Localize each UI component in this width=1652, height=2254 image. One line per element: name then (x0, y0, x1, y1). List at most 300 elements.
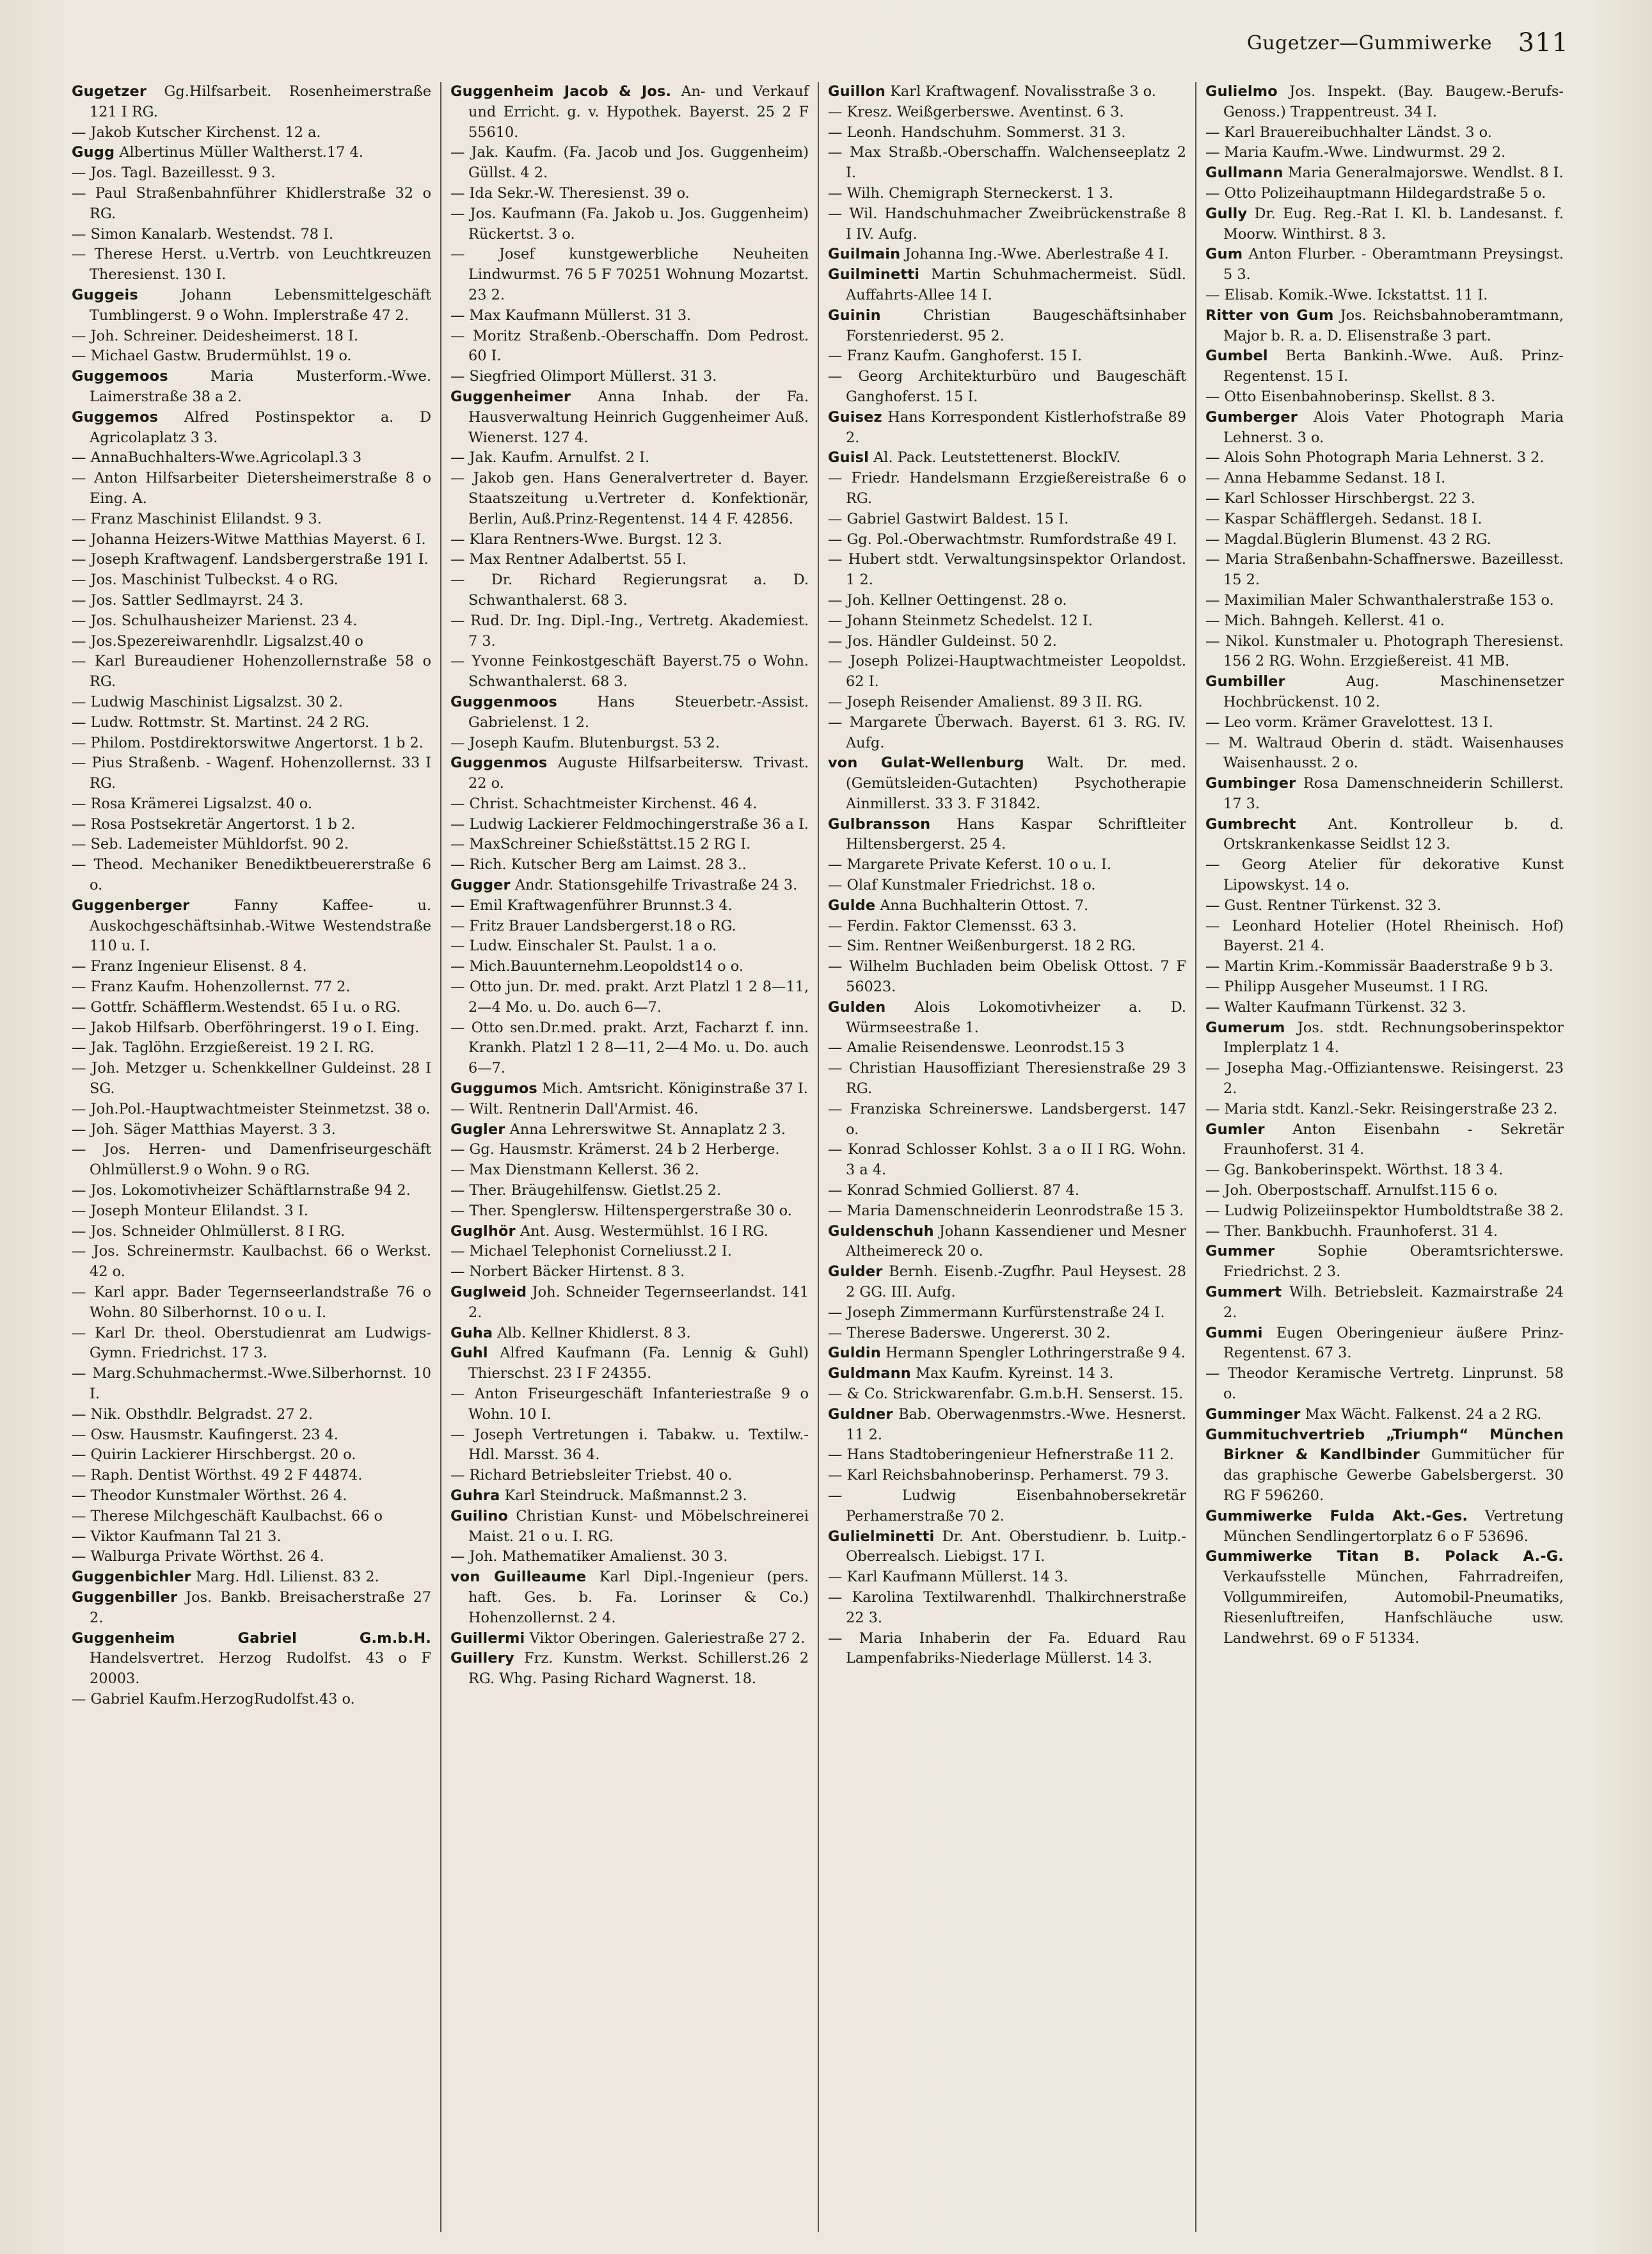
entry-text: Wilt. Rentnerin Dall'Armist. 46. (469, 1100, 699, 1117)
directory-entry (1205, 1181, 1564, 1201)
directory-entry (828, 1038, 1186, 1059)
entry-dash: — (450, 836, 470, 853)
entry-text: Gust. Rentner Türkenst. 32 3. (1224, 897, 1442, 914)
directory-entry (1205, 977, 1564, 998)
entry-dash: — (828, 1202, 847, 1219)
entry-text: Franz Ingenieur Elisenst. 8 4. (90, 958, 307, 975)
entry-dash: — (72, 1405, 91, 1423)
entry-dash: — (828, 1304, 847, 1321)
entry-text: Anton Friseurgeschäft Infanteriestraße 9 o Wohn. 10 I. (468, 1386, 809, 1423)
directory-entry (1205, 774, 1564, 815)
entry-text: Alfred Kaufmann (Fa. Lennig & Guhl) Thierschst. 23 I F 24355. (468, 1345, 809, 1382)
entry-text: Karl Dipl.-Ingenieur (pers. haft. Ges. b. Fa. Lorinser & Co.) Hohenzollernst. 2 4. (468, 1569, 809, 1626)
directory-entry (72, 1507, 431, 1527)
entry-text: Maria Musterform.-Wwe. Laimerstraße 38 a 2. (90, 368, 431, 405)
entry-text: Quirin Lackierer Hirschbergst. 20 o. (90, 1446, 356, 1464)
directory-entry (450, 1283, 809, 1323)
entry-dash: — (1205, 591, 1225, 609)
directory-entry (1205, 530, 1564, 550)
entry-dash: — (450, 307, 470, 324)
entry-dash: — (72, 1507, 91, 1524)
entry-dash: — (1205, 958, 1225, 975)
directory-entry (72, 977, 431, 998)
entry-dash: — (450, 815, 470, 833)
entry-dash: — (450, 1467, 470, 1484)
entry-dash: — (450, 1202, 470, 1219)
entry-dash: — (828, 958, 850, 975)
entry-surname: Guglweid (450, 1284, 527, 1301)
entry-text: Konrad Schmied Gollierst. 87 4. (846, 1182, 1079, 1199)
directory-entry (828, 143, 1186, 184)
entry-text: Ludw. Rottmstr. St. Martinst. 24 2 RG. (90, 714, 370, 731)
directory-entry (72, 143, 431, 163)
entry-text: Maria Generalmajorswe. Wendlst. 8 I. (1287, 164, 1564, 182)
directory-entry (72, 753, 431, 794)
directory-entry (72, 1425, 431, 1446)
directory-entry (828, 468, 1186, 509)
entry-surname: Guldenschuh (828, 1222, 934, 1240)
entry-dash: — (828, 693, 847, 710)
entry-text: Paul Straßenbahnführer Khidlerstraße 32 o RG. (90, 184, 431, 222)
directory-entry (1205, 733, 1564, 774)
entry-text: Otto Eisenbahnoberinsp. Skellst. 8 3. (1224, 388, 1495, 405)
entry-dash: — (72, 632, 91, 650)
entry-text: Ludwig Eisenbahnobersekretär Perhamerstraße 70 2. (846, 1487, 1186, 1524)
entry-text: Therese Baderswe. Ungererst. 30 2. (846, 1324, 1111, 1341)
directory-entry (72, 1140, 431, 1181)
directory-entry (828, 1527, 1186, 1568)
entry-text: Max Dienstmann Kellerst. 36 2. (469, 1162, 699, 1179)
directory-entry (1205, 1242, 1564, 1283)
entry-dash: — (1205, 612, 1225, 629)
entry-text: Wilh. Chemigraph Sterneckerst. 1 3. (846, 184, 1114, 202)
entry-dash: — (450, 205, 470, 222)
entry-text: Leonh. Handschuhm. Sommerst. 31 3. (846, 124, 1126, 141)
entry-dash: — (450, 1162, 470, 1179)
directory-entry (72, 1099, 431, 1120)
entry-dash: — (1205, 286, 1225, 303)
entry-text: Marg. Hdl. Lilienst. 83 2. (196, 1569, 379, 1586)
entry-text: Maria Inhaberin der Fa. Eduard Rau Lampenfabriks-Niederlage Müllerst. 14 3. (846, 1629, 1187, 1667)
directory-entry (828, 509, 1186, 530)
directory-entry (450, 692, 809, 733)
entry-text: Joseph Kraftwagenf. Landsbergerstraße 191 I. (90, 551, 429, 568)
entry-dash: — (72, 124, 91, 141)
entry-dash: — (828, 1588, 852, 1606)
entry-dash: — (72, 551, 91, 568)
entry-text: Josepha Mag.-Offiziantenswe. Reisingerst. 23 2. (1223, 1060, 1564, 1098)
entry-text: Jos. Schreinermstr. Kaulbachst. 66 o Werkst. 42 o. (90, 1243, 431, 1281)
entry-text: Eugen Oberingenieur äußere Prinz-Regentenst. 67 3. (1223, 1324, 1564, 1362)
entry-surname: Gum (1205, 246, 1243, 263)
entry-text: Maria Straßenbahn-Schaffnerswe. Bazeillesst. 15 2. (1223, 551, 1564, 589)
entry-dash: — (72, 856, 94, 874)
entry-text: Joh. Säger Matthias Mayerst. 3 3. (90, 1121, 336, 1138)
entry-text: Walter Kaufmann Türkenst. 32 3. (1224, 998, 1466, 1016)
page-header (0, 18, 1652, 59)
entry-text: Franz Maschinist Elilandst. 9 3. (90, 510, 322, 527)
directory-entry (72, 1018, 431, 1039)
entry-dash: — (72, 1141, 104, 1158)
entry-text: Richard Betriebsleiter Triebst. 40 o. (469, 1467, 733, 1484)
entry-dash: — (72, 1324, 95, 1341)
entry-surname: Guggenheimer (450, 388, 571, 405)
entry-text: Anna Lehrerswitwe St. Annaplatz 2 3. (509, 1121, 786, 1138)
entry-text: Karl Schlosser Hirschbergst. 22 3. (1224, 490, 1475, 507)
entry-text: Jak. Kaufm. Arnulfst. 2 I. (469, 449, 650, 467)
entry-dash: — (72, 246, 95, 263)
entry-text: Frz. Kunstm. Werkst. Schillerst.26 2 RG. Whg. Pasing Richard Wagnerst. 18. (468, 1650, 809, 1688)
entry-text: Franziska Schreinerswe. Landsbergerst. 147 o. (846, 1100, 1186, 1138)
entry-dash: — (828, 1324, 847, 1341)
directory-entry (828, 1181, 1186, 1201)
entry-text: Jakob gen. Hans Generalvertreter d. Bayer. Staatszeitung u.Vertreter d. Konfektionär, Berlin, Auß.Prinz-Regentenst. 14 4 F. 42856. (468, 470, 809, 527)
entry-text: Fritz Brauer Landsbergerst.18 o RG. (469, 917, 736, 934)
entry-text: Gabriel Gastwirt Baldest. 15 I. (846, 510, 1069, 527)
directory-entry (72, 794, 431, 815)
entry-text: Mich.Bauunternehm.Leopoldst14 o o. (469, 958, 743, 975)
entry-text: Andr. Stationsgehilfe Trivastraße 24 3. (514, 877, 798, 894)
entry-dash: — (828, 510, 847, 527)
directory-entry (828, 1323, 1186, 1344)
entry-dash: — (72, 470, 95, 487)
directory-entry (1205, 1222, 1564, 1242)
entry-surname: Guggenmoos (450, 693, 557, 710)
entry-text: Pius Straßenb. - Wagenf. Hohenzollernst. 33 I RG. (90, 755, 431, 792)
entry-text: Dr. Richard Regierungsrat a. D. Schwanthalerst. 68 3. (468, 571, 809, 609)
entry-text: Anton Hilfsarbeiter Dietersheimerstraße 8 o Eing. A. (90, 470, 431, 507)
directory-entry (450, 570, 809, 611)
entry-text: Gabriel Kaufm.HerzogRudolfst.43 o. (90, 1690, 355, 1707)
entry-surname: Guhra (450, 1487, 500, 1504)
entry-surname: Gumler (1205, 1121, 1265, 1138)
entry-dash: — (72, 693, 91, 710)
entry-dash: — (450, 368, 470, 385)
directory-entry (828, 651, 1186, 692)
entry-text: Jos. Tagl. Bazeillesst. 9 3. (90, 164, 276, 182)
entry-dash: — (450, 1182, 470, 1199)
entry-dash: — (72, 1446, 91, 1464)
entry-dash: — (828, 368, 859, 385)
directory-entry (72, 1120, 431, 1140)
directory-entry (450, 1486, 809, 1507)
entry-text: Joh. Schreiner. Deidesheimerst. 18 I. (90, 327, 358, 344)
entry-text: Gg.Hilfsarbeit. Rosenheimerstraße 121 I RG. (90, 83, 431, 120)
entry-dash: — (450, 897, 470, 914)
entry-text: Seb. Lademeister Mühldorfst. 90 2. (90, 836, 349, 853)
entry-text: Theodor Kunstmaler Wörthst. 26 4. (90, 1487, 347, 1504)
entry-dash: — (1205, 1060, 1227, 1077)
directory-entry (1205, 916, 1564, 957)
entry-text: Alois Sohn Photograph Maria Lehnerst. 3 2. (1224, 449, 1545, 467)
directory-entry (72, 123, 431, 143)
entry-dash: — (828, 653, 850, 670)
column-3 (818, 82, 1195, 2232)
directory-entry (1205, 1099, 1564, 1120)
directory-entry (72, 713, 431, 733)
entry-dash: — (450, 1263, 470, 1281)
entry-text: Al. Pack. Leutstettenerst. BlockIV. (873, 449, 1121, 467)
directory-entry (1205, 1405, 1564, 1425)
entry-surname: Gugger (450, 877, 511, 894)
directory-entry (450, 1629, 809, 1649)
directory-entry (1205, 957, 1564, 977)
directory-entry (72, 1466, 431, 1486)
entry-text: Wil. Handschuhmacher Zweibrückenstraße 8 I IV. Aufg. (846, 205, 1186, 243)
directory-entry (1205, 509, 1564, 530)
directory-entry (828, 1222, 1186, 1263)
entry-dash: — (828, 1569, 847, 1586)
entry-text: Ther. Bankbuchh. Fraunhoferst. 31 4. (1224, 1222, 1498, 1240)
entry-text: Joseph Kaufm. Blutenburgst. 53 2. (469, 734, 720, 751)
entry-text: Rud. Dr. Ing. Dipl.-Ing., Vertretg. Akademiest. 7 3. (468, 612, 809, 650)
directory-entry (450, 326, 809, 367)
entry-text: Fanny Kaffee- u. Auskochgeschäftsinhab.-Witwe Westendstraße 110 u. I. (90, 897, 431, 955)
entry-dash: — (72, 1019, 91, 1036)
entry-text: Alfred Postinspektor a. D Agricolaplatz 3 3. (90, 408, 431, 446)
directory-entry (72, 1405, 431, 1425)
directory-entry (1205, 896, 1564, 916)
directory-entry (72, 468, 431, 509)
entry-surname: Guha (450, 1324, 493, 1341)
entry-text: Joseph Polizei-Hauptwachtmeister Leopoldst. 62 I. (846, 653, 1186, 691)
entry-text: Moritz Straßenb.-Oberschaffn. Dom Pedrost. 60 I. (468, 327, 809, 365)
directory-entry (1205, 998, 1564, 1018)
entry-text: M. Waltraud Oberin d. städt. Waisenhauses Waisenhausst. 2 o. (1223, 734, 1564, 772)
entry-dash: — (72, 734, 91, 751)
entry-text: Norbert Bäcker Hirtenst. 8 3. (469, 1263, 685, 1281)
entry-text: Jos.Spezereiwarenhdlr. Ligsalzst.40 o (90, 632, 363, 650)
entry-surname: Gugetzer (72, 83, 147, 100)
directory-entry (72, 957, 431, 977)
entry-dash: — (72, 958, 91, 975)
entry-dash: — (1205, 551, 1225, 568)
entry-dash: — (1205, 510, 1225, 527)
directory-entry (828, 530, 1186, 550)
entry-text: Franz Kaufm. Hohenzollernst. 77 2. (90, 979, 351, 996)
entry-dash: — (72, 1528, 91, 1545)
entry-surname: Guldin (828, 1345, 881, 1362)
directory-entry (1205, 632, 1564, 673)
entry-dash: — (450, 958, 470, 975)
entry-dash: — (450, 571, 491, 589)
entry-text: Jos. Herren- und Damenfriseurgeschäft Ohlmüllerst.9 o Wohn. 9 o RG. (90, 1141, 431, 1179)
entry-text: Karl Steindruck. Maßmannst.2 3. (504, 1487, 747, 1504)
directory-entry (72, 163, 431, 184)
directory-entry (828, 1262, 1186, 1303)
entry-text: Hans Steuerbetr.-Assist. Gabrielenst. 1 2. (468, 693, 809, 731)
entry-surname: Gugler (450, 1121, 505, 1138)
directory-entry (828, 916, 1186, 937)
directory-entry (72, 225, 431, 245)
entry-text: Georg Architekturbüro und Baugeschäft Ganghoferst. 15 I. (846, 368, 1186, 405)
entry-text: Max Kaufmann Müllerst. 31 3. (469, 307, 692, 324)
entry-text: Hans Korrespondent Kistlerhofstraße 89 2. (846, 408, 1186, 446)
entry-dash: — (72, 1690, 91, 1707)
directory-entry (828, 815, 1186, 856)
entry-text: Max Straßb.-Oberschaffn. Walchenseeplatz 2 I. (846, 144, 1186, 182)
entry-text: MaxSchreiner Schießstättst.15 2 RG I. (469, 836, 751, 853)
entry-text: Gummitücher für das graphische Gewerbe Gabelsbergerst. 30 RG F 596260. (1223, 1446, 1564, 1504)
directory-entry (450, 1201, 809, 1222)
entry-text: Josef kunstgewerbliche Neuheiten Lindwurmst. 76 5 F 70251 Wohnung Mozartst. 23 2. (468, 246, 809, 303)
entry-surname: Gulder (828, 1263, 883, 1281)
directory-entry (450, 244, 809, 305)
entry-text: Aug. Maschinensetzer Hochbrückenst. 10 2. (1223, 673, 1564, 710)
entry-text: Joh.Pol.-Hauptwachtmeister Steinmetzst. 38 o. (90, 1100, 431, 1117)
entry-text: Karolina Textilwarenhdl. Thalkirchnerstraße 22 3. (846, 1588, 1186, 1626)
entry-text: Georg Atelier für dekorative Kunst Lipowskyst. 14 o. (1223, 856, 1564, 894)
entry-dash: — (1205, 124, 1225, 141)
entry-surname: Guisez (828, 408, 882, 426)
entry-text: Karl Bureaudiener Hohenzollernstraße 58 o RG. (90, 653, 432, 691)
entry-dash: — (450, 470, 473, 487)
entry-dash: — (72, 1222, 91, 1240)
entry-text: Ther. Spenglersw. Hiltenspergerstraße 30 o. (469, 1202, 792, 1219)
entry-text: Maria stdt. Kanzl.-Sekr. Reisingerstraße 23 2. (1224, 1100, 1558, 1117)
entry-surname: Guilino (450, 1507, 509, 1524)
directory-entry (72, 244, 431, 285)
directory-entry (72, 285, 431, 326)
entry-text: Karl Reichsbahnoberinsp. Perhamerst. 79 3. (846, 1467, 1169, 1484)
directory-entry (72, 1690, 431, 1710)
entry-surname: Guggumos (450, 1080, 537, 1098)
directory-entry (72, 611, 431, 632)
entry-text: Rich. Kutscher Berg am Laimst. 28 3.. (469, 856, 747, 874)
entry-text: Ludwig Lackierer Feldmochingerstraße 36 a I. (469, 815, 809, 833)
entry-surname: Gumerum (1205, 1019, 1285, 1036)
directory-entry (450, 1079, 809, 1099)
entry-surname: Guggenberger (72, 897, 190, 914)
entry-dash: — (828, 1039, 847, 1057)
entry-dash: — (1205, 449, 1225, 467)
directory-entry (450, 1547, 809, 1567)
entry-text: Kaspar Schäfflergeh. Sedanst. 18 I. (1224, 510, 1482, 527)
entry-text: Philom. Postdirektorswitwe Angertorst. 1 b 2. (90, 734, 424, 751)
column-1 (63, 82, 440, 2232)
entry-dash: — (450, 551, 470, 568)
entry-text: Christ. Schachtmeister Kirchenst. 46 4. (469, 795, 758, 812)
directory-entry (450, 1140, 809, 1160)
directory-entry (72, 896, 431, 957)
entry-dash: — (450, 1548, 470, 1565)
entry-text: Ant. Ausg. Westermühlst. 16 I RG. (520, 1222, 768, 1240)
entry-dash: — (1205, 917, 1232, 934)
entry-dash: — (828, 612, 847, 629)
directory-entry (1205, 184, 1564, 204)
directory-entry (72, 591, 431, 611)
directory-entry (828, 692, 1186, 713)
directory-entry (1205, 611, 1564, 632)
entry-text: Wilhelm Buchladen beim Obelisk Ottost. 7 F 56023. (846, 958, 1187, 996)
directory-entry (72, 1486, 431, 1507)
entry-dash: — (828, 348, 847, 365)
entry-text: Jos. Maschinist Tulbeckst. 4 o RG. (90, 571, 338, 589)
entry-dash: — (828, 714, 850, 731)
directory-entry (450, 835, 809, 855)
entry-dash: — (1205, 979, 1225, 996)
entry-text: Alois Vater Photograph Maria Lehnerst. 3 o. (1223, 408, 1564, 446)
directory-entry (1205, 591, 1564, 611)
directory-entry (1205, 489, 1564, 509)
entry-surname: Gummert (1205, 1284, 1282, 1301)
directory-entry (72, 1242, 431, 1283)
entry-text: Amalie Reisendenswe. Leonrodst.15 3 (846, 1039, 1125, 1057)
entry-surname: Gummi (1205, 1324, 1263, 1341)
entry-text: Ther. Bräugehilfensw. Gietlst.25 2. (469, 1182, 722, 1199)
directory-entry (450, 143, 809, 184)
entry-dash: — (828, 1182, 847, 1199)
entry-text: Berta Bankinh.-Wwe. Auß. Prinz-Regentenst. 15 I. (1223, 348, 1564, 385)
entry-text: Johanna Ing.-Wwe. Aberlestraße 4 I. (905, 246, 1169, 263)
entry-dash: — (72, 979, 91, 996)
directory-entry (828, 184, 1186, 204)
entry-text: Mich. Amtsricht. Königinstraße 37 I. (542, 1080, 808, 1098)
directory-entry (828, 1486, 1186, 1527)
entry-text: Anton Flurber. - Oberamtmann Preysingst. 5 3. (1223, 246, 1564, 284)
entry-dash: — (72, 1121, 91, 1138)
entry-text: Alois Lokomotivheizer a. D. Würmseestraße 1. (846, 998, 1186, 1036)
entry-dash: — (72, 510, 91, 527)
entry-surname: Gulden (828, 998, 886, 1016)
directory-entry (450, 753, 809, 794)
entry-text: Ant. Kontrolleur b. d. Ortskrankenkasse Seidlst 12 3. (1223, 815, 1564, 853)
entry-text: Maria Kaufm.-Wwe. Lindwurmst. 29 2. (1224, 144, 1506, 161)
directory-entry (828, 1384, 1186, 1405)
directory-entry (450, 611, 809, 652)
directory-entry (450, 875, 809, 896)
entry-dash: — (828, 917, 847, 934)
entry-text: Jos. stdt. Rechnungsoberinspektor Implerplatz 1 4. (1223, 1019, 1564, 1057)
column-2 (440, 82, 818, 2232)
entry-dash: — (450, 917, 470, 934)
entry-text: Friedr. Handelsmann Erzgießereistraße 6 o RG. (846, 470, 1186, 507)
directory-entry (828, 102, 1186, 123)
entry-text: & Co. Strickwarenfabr. G.m.b.H. Senserst. 15. (846, 1386, 1184, 1402)
directory-entry (828, 265, 1186, 306)
entry-dash: — (450, 531, 470, 548)
directory-entry (828, 1405, 1186, 1446)
directory-entry (828, 896, 1186, 916)
entry-text: Hubert stdt. Verwaltungsinspektor Orlandost. 1 2. (846, 551, 1186, 589)
column-4 (1195, 82, 1573, 2232)
entry-dash: — (1205, 1222, 1225, 1240)
directory-entry (828, 1343, 1186, 1364)
entry-dash: — (72, 1548, 91, 1565)
entry-text: Auguste Hilfsarbeitersw. Trivast. 22 o. (468, 755, 809, 792)
entry-dash: — (450, 144, 472, 161)
directory-entry (1205, 346, 1564, 387)
entry-surname: Guggeis (72, 286, 138, 303)
entry-dash: — (450, 856, 470, 874)
entry-text: Jos. Sattler Sedlmayrst. 24 3. (90, 591, 304, 609)
entry-dash: — (1205, 1202, 1225, 1219)
entry-text: Nikol. Kunstmaler u. Photograph Theresienst. 156 2 RG. Wohn. Erzgießereist. 41 MB. (1223, 632, 1564, 670)
entry-text: Gottfr. Schäfflerm.Westendst. 65 I u. o RG. (90, 998, 401, 1016)
entry-text: Karl Kraftwagenf. Novalisstraße 3 o. (890, 83, 1156, 100)
directory-entry (450, 1466, 809, 1486)
entry-dash: — (450, 734, 470, 751)
directory-entry (1205, 855, 1564, 896)
directory-entry (450, 855, 809, 875)
entry-text: Jos. Bankb. Breisacherstraße 27 2. (90, 1588, 431, 1626)
running-title: Gugetzer—Gummiwerke (1246, 32, 1492, 54)
directory-entry (1205, 1120, 1564, 1161)
entry-dash: — (72, 348, 91, 365)
entry-text: Karl Dr. theol. Oberstudienrat am Ludwigs-Gymn. Friedrichst. 17 3. (90, 1324, 431, 1362)
directory-entry (1205, 285, 1564, 306)
entry-text: Martin Krim.-Kommissär Baaderstraße 9 b 3. (1224, 958, 1553, 975)
